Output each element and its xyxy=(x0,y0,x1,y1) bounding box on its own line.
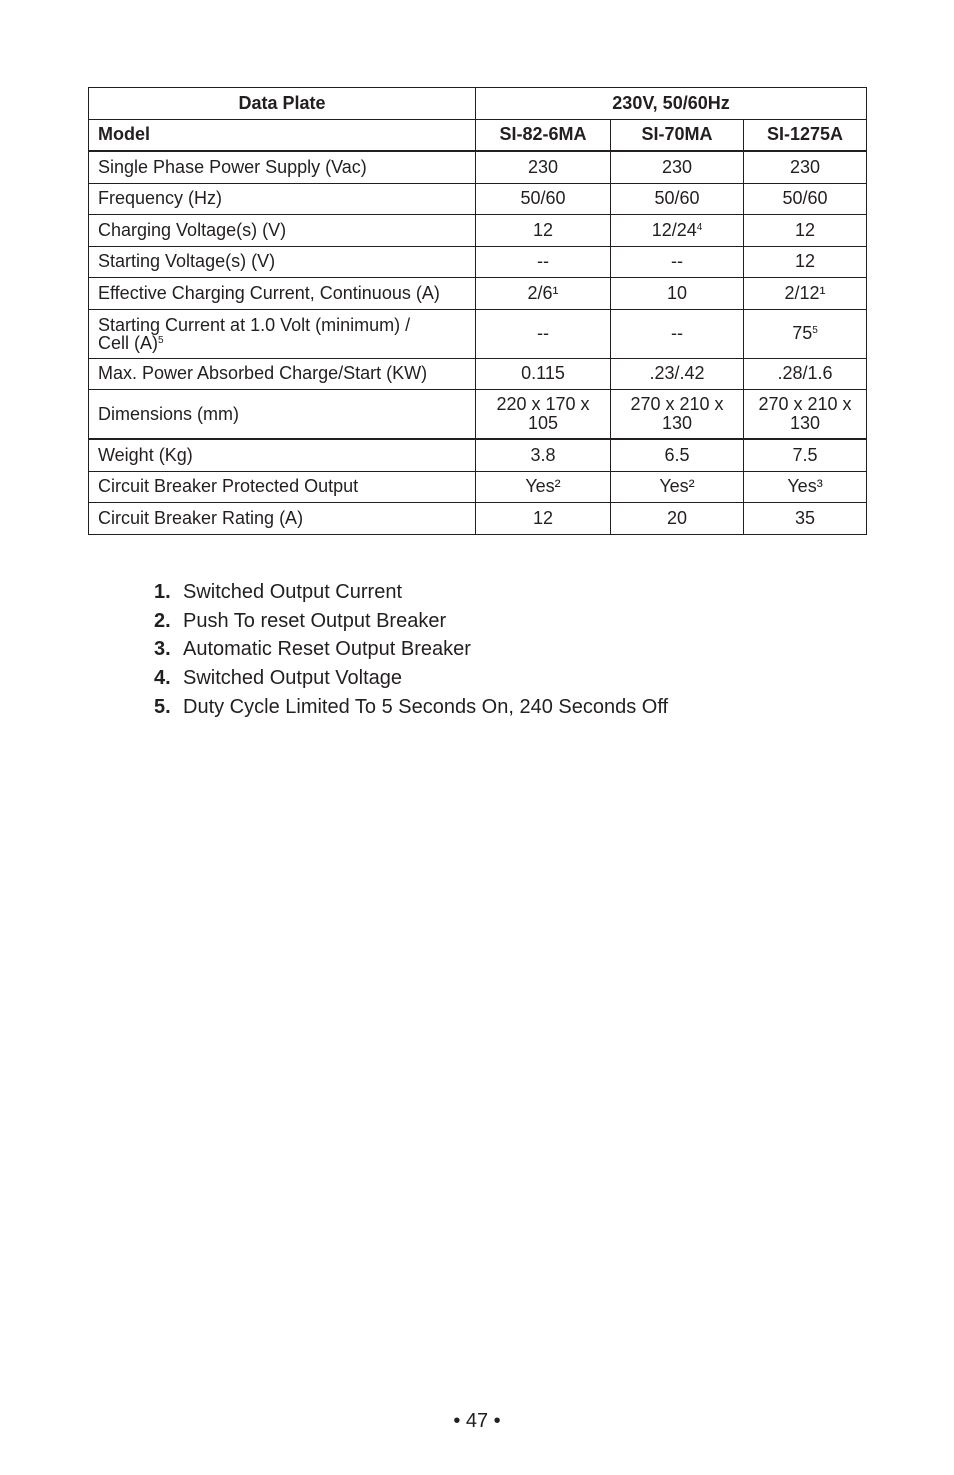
row-value: 12 xyxy=(476,215,611,247)
row-label: Frequency (Hz) xyxy=(89,183,476,215)
row-value: 35 xyxy=(744,503,867,535)
table-row xyxy=(89,503,867,535)
table-row xyxy=(89,439,867,471)
row-value: 50/60 xyxy=(611,183,744,215)
row-label: Weight (Kg) xyxy=(89,439,476,471)
row-value: -- xyxy=(476,246,611,278)
row-value: 2/6¹ xyxy=(476,278,611,310)
row-value: .23/.42 xyxy=(611,358,744,390)
row-value: Yes³ xyxy=(744,471,867,503)
row-value: 12 xyxy=(476,503,611,535)
row-value: -- xyxy=(476,309,611,358)
row-value: 10 xyxy=(611,278,744,310)
model-label-cell: Model xyxy=(89,119,476,151)
footnote-number: 1. xyxy=(154,581,171,603)
row-value: -- xyxy=(611,309,744,358)
footnote-text: Automatic Reset Output Breaker xyxy=(183,638,471,661)
footnote-number: 2. xyxy=(154,609,171,632)
value-line: 220 x 170 x xyxy=(496,394,590,414)
footnote-item xyxy=(154,664,668,693)
row-value: 20 xyxy=(611,503,744,535)
table-header-row xyxy=(89,88,867,120)
row-label: Single Phase Power Supply (Vac) xyxy=(89,151,476,183)
table-row xyxy=(89,215,867,247)
row-value xyxy=(476,390,611,440)
data-plate-table xyxy=(88,87,867,535)
model-cell: SI-1275A xyxy=(744,119,867,151)
model-row xyxy=(89,119,867,151)
footnote-item xyxy=(154,607,668,636)
footnote-number: 4. xyxy=(154,667,171,690)
row-label: Circuit Breaker Protected Output xyxy=(89,471,476,503)
row-label: Circuit Breaker Rating (A) xyxy=(89,503,476,535)
value-line: 270 x 210 x xyxy=(758,394,852,414)
page-number: • 47 • xyxy=(453,1410,501,1432)
table-row xyxy=(89,390,867,440)
label-line: Cell (A) xyxy=(98,332,159,353)
table-row xyxy=(89,246,867,278)
row-label: Max. Power Absorbed Charge/Start (KW) xyxy=(89,358,476,390)
row-value: 6.5 xyxy=(611,439,744,471)
row-value: 230 xyxy=(611,151,744,183)
row-value: 12 xyxy=(744,215,867,247)
footnote-marker: 5 xyxy=(158,334,164,346)
row-value xyxy=(611,215,744,247)
table-row xyxy=(89,151,867,183)
table-row xyxy=(89,309,867,358)
label-line: Starting Current at 1.0 Volt (minimum) / xyxy=(98,314,411,335)
footnote-text: Switched Output Current xyxy=(183,581,402,603)
header-label-cell: Data Plate xyxy=(89,88,476,120)
row-value: 7.5 xyxy=(744,439,867,471)
row-value: 230 xyxy=(476,151,611,183)
table-row xyxy=(89,278,867,310)
row-label: Effective Charging Current, Continuous (A) xyxy=(89,278,476,310)
row-label: Dimensions (mm) xyxy=(89,390,476,440)
footnote-item xyxy=(154,578,668,607)
table-row xyxy=(89,471,867,503)
value-line: 130 xyxy=(661,413,693,433)
footnote-item xyxy=(154,635,668,664)
value-line: 270 x 210 x xyxy=(630,394,724,414)
row-value: 230 xyxy=(744,151,867,183)
row-value xyxy=(744,390,867,440)
footnotes-list xyxy=(154,578,668,721)
row-value: 2/12¹ xyxy=(744,278,867,310)
footnote-number: 3. xyxy=(154,638,171,661)
footnote-number: 5. xyxy=(154,695,171,718)
row-value: 50/60 xyxy=(744,183,867,215)
value-text: 75 xyxy=(792,323,813,343)
row-value: Yes² xyxy=(476,471,611,503)
model-cell: SI-70MA xyxy=(611,119,744,151)
row-value: Yes² xyxy=(611,471,744,503)
row-value: 3.8 xyxy=(476,439,611,471)
row-label: Starting Voltage(s) (V) xyxy=(89,246,476,278)
row-value xyxy=(611,390,744,440)
row-label xyxy=(89,309,476,358)
row-value xyxy=(744,309,867,358)
value-line: 105 xyxy=(527,413,559,433)
row-value: 50/60 xyxy=(476,183,611,215)
row-value: .28/1.6 xyxy=(744,358,867,390)
value-text: 12/24 xyxy=(651,219,697,240)
table-row xyxy=(89,358,867,390)
model-cell: SI-82-6MA xyxy=(476,119,611,151)
table-row xyxy=(89,183,867,215)
header-group-cell: 230V, 50/60Hz xyxy=(476,88,867,120)
footnote-text: Switched Output Voltage xyxy=(183,667,403,690)
footnote-text: Duty Cycle Limited To 5 Seconds On, 240 Seconds Off xyxy=(183,695,669,718)
footnote-marker: 5 xyxy=(812,325,818,336)
footnote-text: Push To reset Output Breaker xyxy=(183,609,447,632)
row-value: 12 xyxy=(744,246,867,278)
footnote-marker: 4 xyxy=(696,221,703,233)
footnote-item xyxy=(154,693,668,722)
row-value: -- xyxy=(611,246,744,278)
row-value: 0.115 xyxy=(476,358,611,390)
value-line: 130 xyxy=(789,413,821,433)
row-label: Charging Voltage(s) (V) xyxy=(89,215,476,247)
